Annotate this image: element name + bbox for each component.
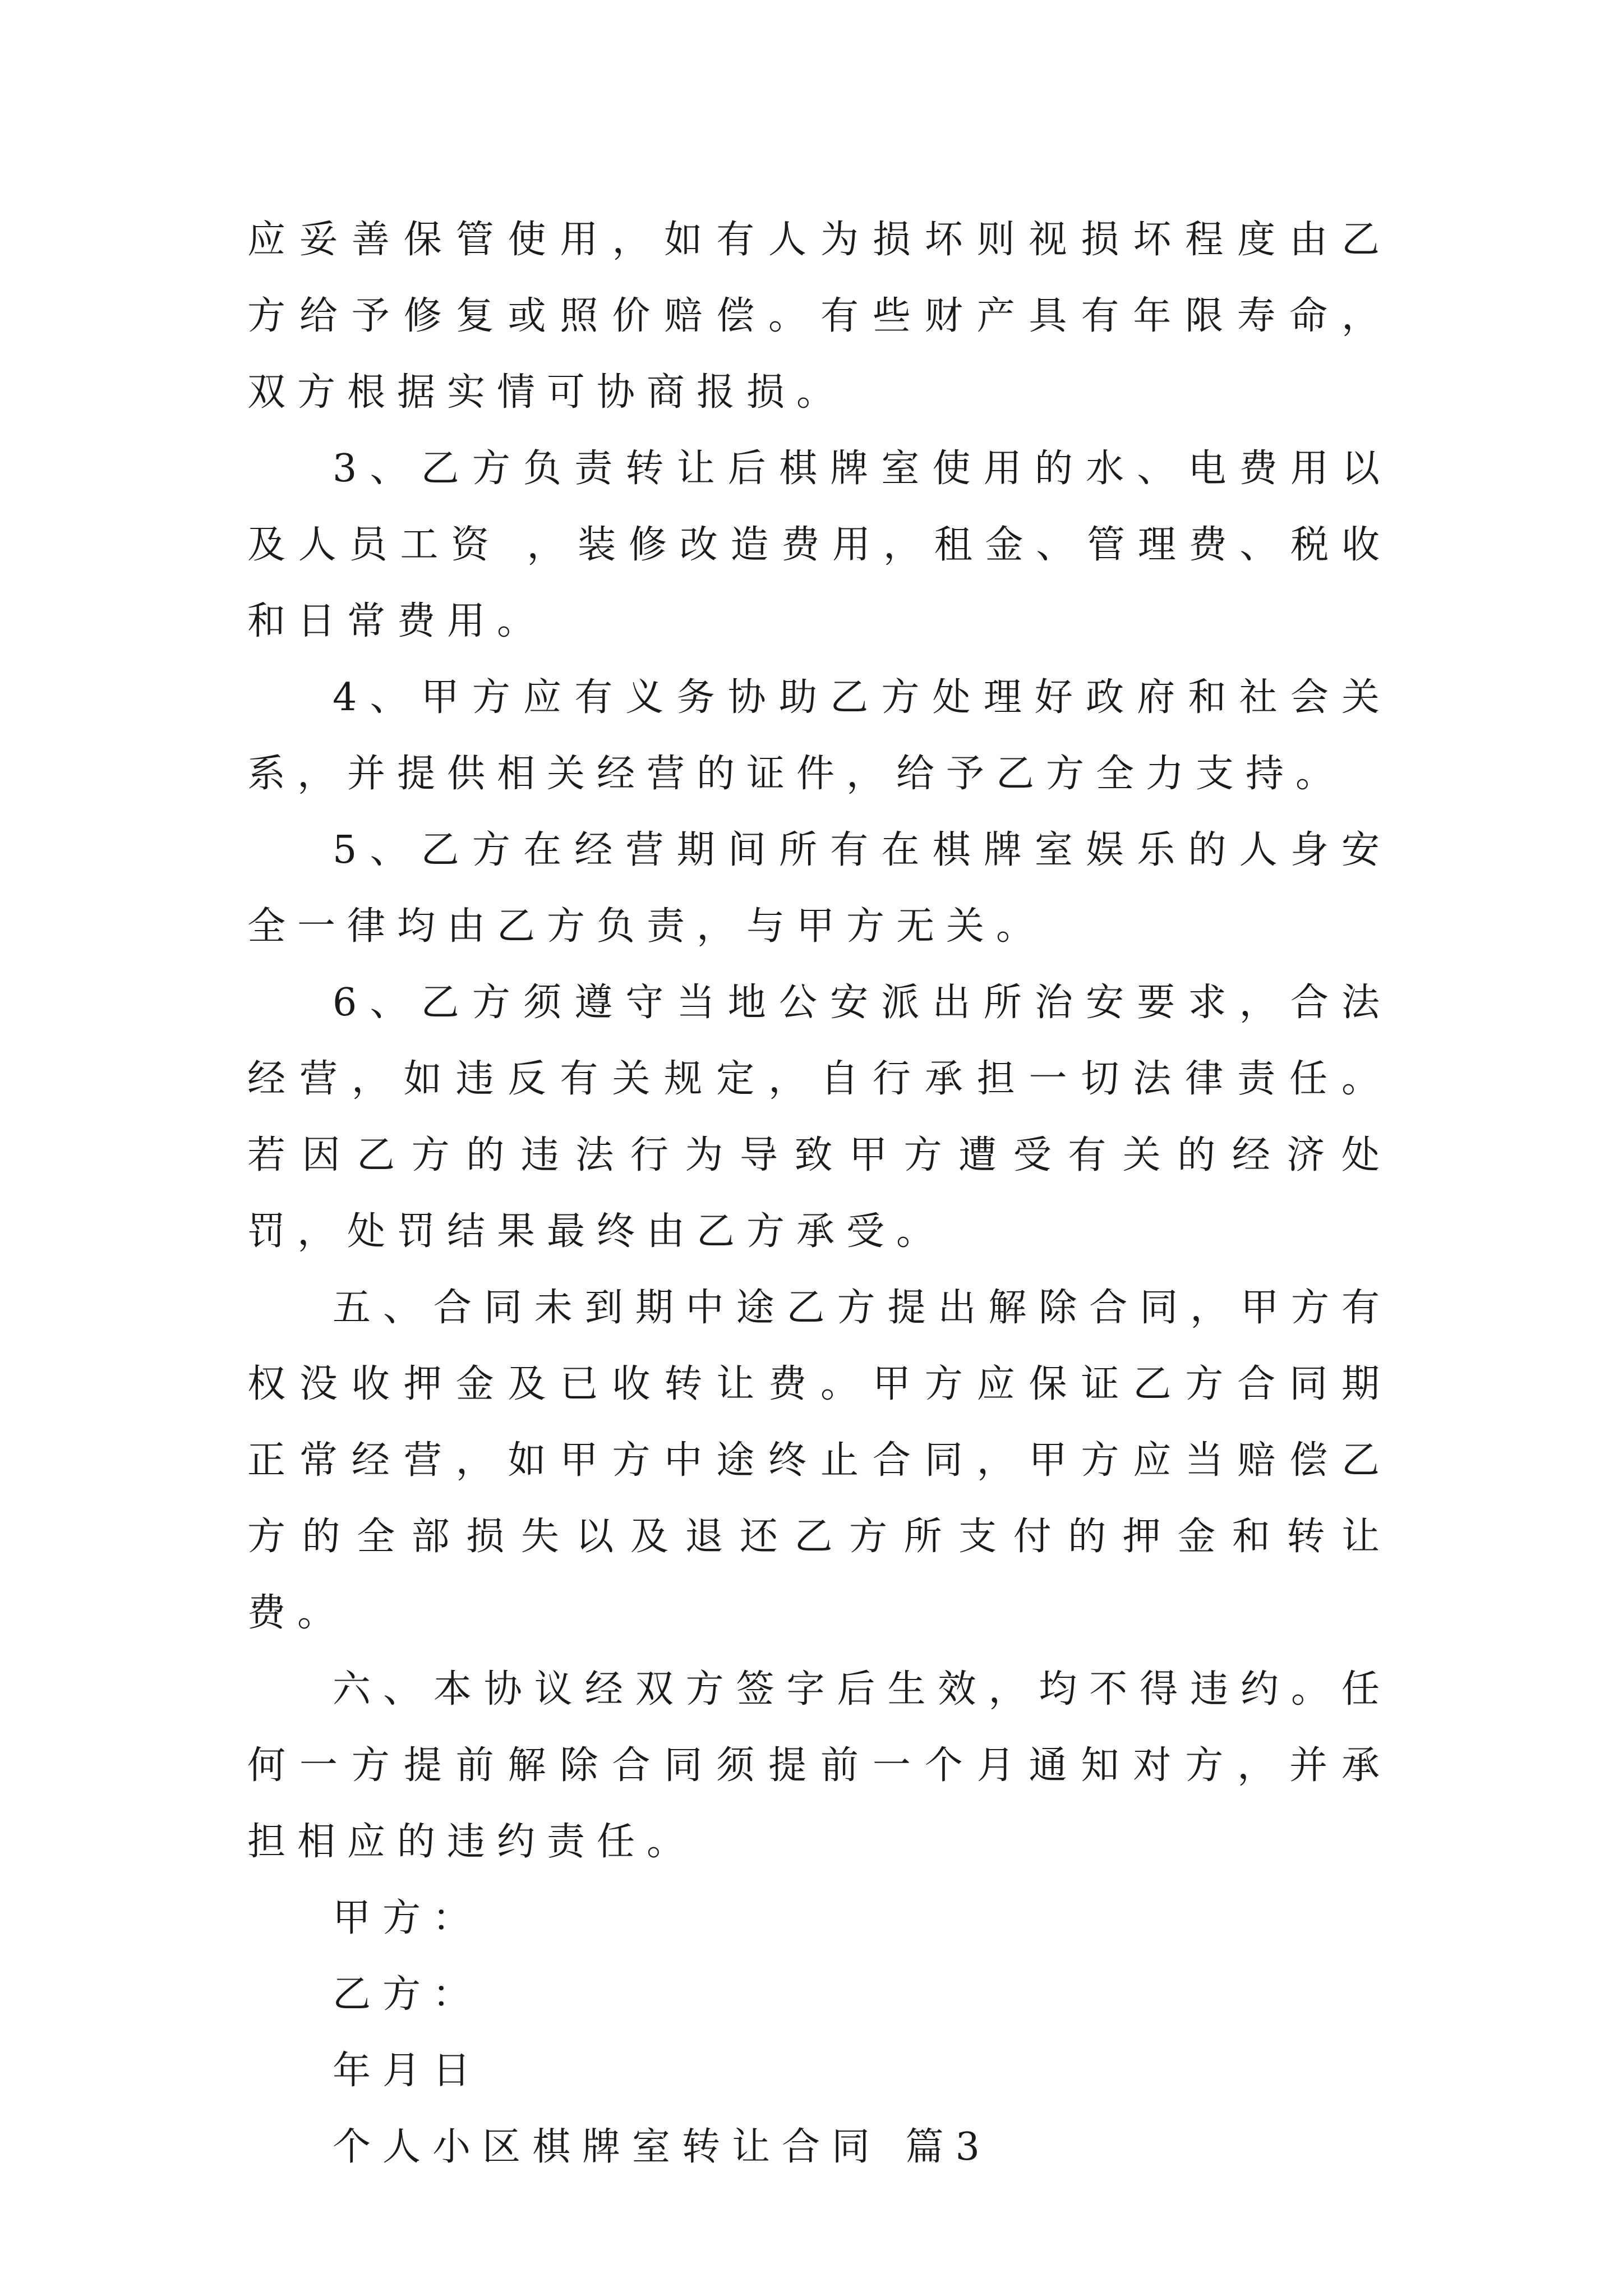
paragraph-section-6: 六、本协议经双方签字后生效，均不得违约。任何一方提前解除合同须提前一个月通知对方，并承担相应的违约责任。 [247,1667,1391,1864]
paragraph-item-4: 4、甲方应有义务协助乙方处理好政府和社会关系，并提供相关经营的证件，给予乙方全力支持。 [247,675,1391,796]
paragraph-section-5: 五、合同未到期中途乙方提出解除合同，甲方有权没收押金及已收转让费。甲方应保证乙方合同期正常经营，如甲方中途终止合同，甲方应当赔偿乙方的全部损失以及退还乙方所支付的押金和转让费。 [247,1286,1391,1635]
paragraph-item-3: 3、乙方负责转让后棋牌室使用的水、电费用以及人员工资 ，装修改造费用，租金、管理费、税收和日常费用。 [247,447,1391,643]
paragraph-item-6: 6、乙方须遵守当地公安派出所治安要求，合法经营，如违反有关规定，自行承担一切法律责任。若因乙方的违法行为导致甲方遭受有关的经济处罚，处罚结果最终由乙方承受。 [247,981,1391,1254]
party-b-signature: 乙方： [333,1972,483,2017]
paragraph-item-5: 5、乙方在经营期间所有在棋牌室娱乐的人身安全一律均由乙方负责，与甲方无关。 [247,828,1391,949]
document-body [247,202,1391,2185]
signature-date: 年月日 [333,2049,483,2093]
party-a-signature: 甲方： [333,1896,483,1940]
next-section-heading: 个人小区棋牌室转让合同 篇3 [333,2125,992,2169]
paragraph-continuation: 应妥善保管使用，如有人为损坏则视损坏程度由乙方给予修复或照价赔偿。有些财产具有年限寿命，双方根据实情可协商报损。 [247,218,1391,415]
